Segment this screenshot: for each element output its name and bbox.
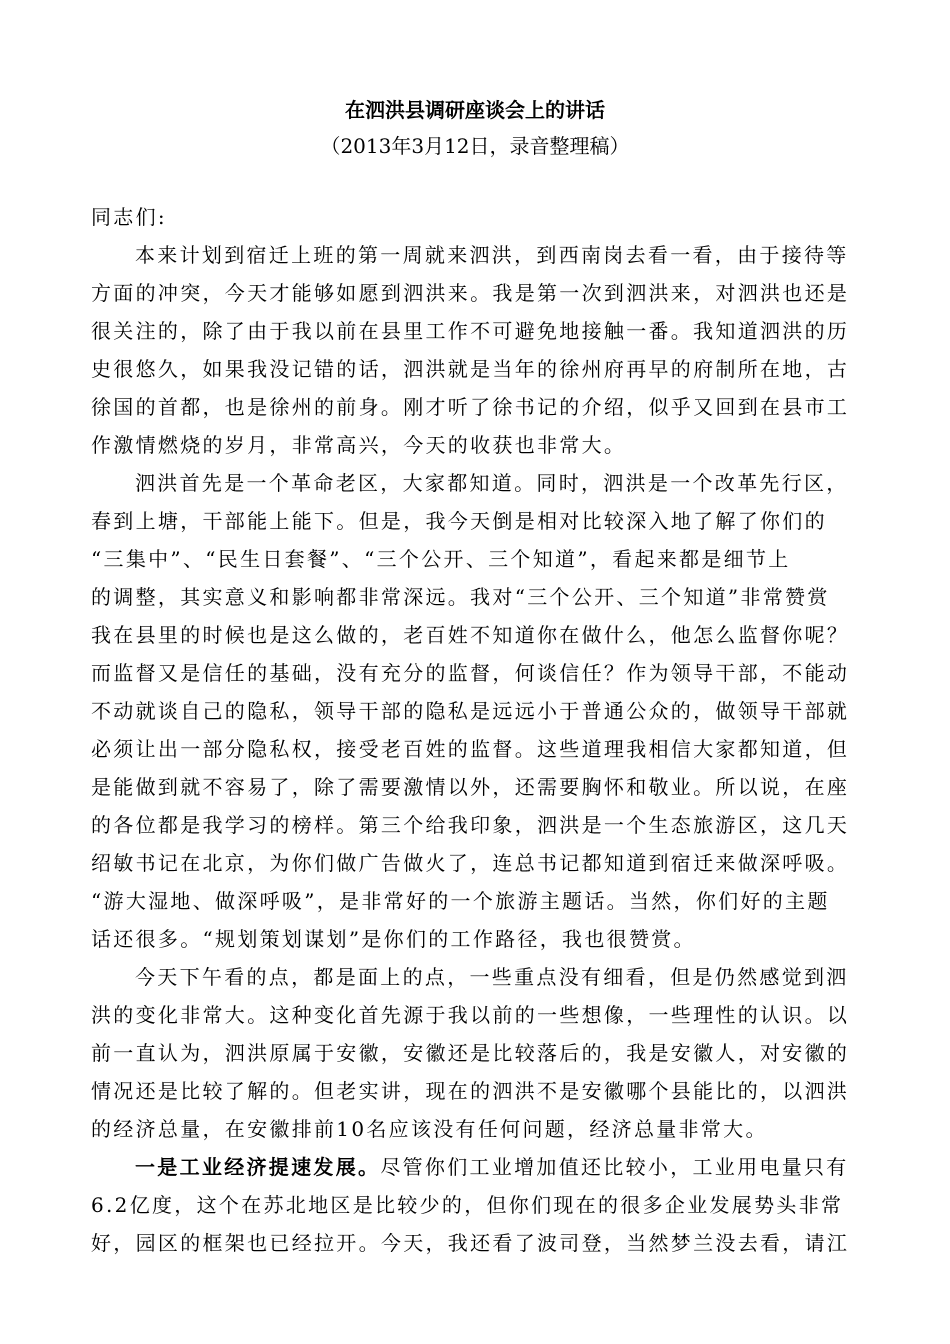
paragraph-line: 情况还是比较了解的。但老实讲，现在的泗洪不是安徽哪个县能比的，以泗洪 [91,1079,850,1103]
paragraph-line: 绍敏书记在北京，为你们做广告做火了，连总书记都知道到宿迁来做深呼吸。 [91,851,850,875]
salutation: 同志们: [91,205,167,229]
paragraph-line: 本来计划到宿迁上班的第一周就来泗洪，到西南岗去看一看，由于接待等 [135,243,849,267]
paragraph-line: 作激情燃烧的岁月，非常高兴，今天的收获也非常大。 [91,433,627,457]
paragraph-line: 的各位都是我学习的榜样。第三个给我印象，泗洪是一个生态旅游区，这几天 [91,813,850,837]
paragraph-line [91,1148,861,1186]
paragraph-line: 而监督又是信任的基础，没有充分的监督，何谈信任？作为领导干部，不能动 [91,661,850,685]
paragraph-line: “游大湿地、做深呼吸”，是非常好的一个旅游主题话。当然，你们好的主题 [91,889,830,913]
paragraph-line: 史很悠久，如果我没记错的话，泗洪就是当年的徐州府再早的府制所在地，古 [91,357,850,381]
paragraph-line: 今天下午看的点，都是面上的点，一些重点没有细看，但是仍然感觉到泗 [135,965,849,989]
paragraph-line: “三集中”、“民生日套餐”、“三个公开、三个知道”，看起来都是细节上 [91,547,791,571]
document-body [91,198,861,1262]
paragraph-line: 是能做到就不容易了，除了需要激情以外，还需要胸怀和敬业。所以说，在座 [91,775,850,799]
document-title: 在泗洪县调研座谈会上的讲话 [345,98,605,122]
paragraph-line: 洪的变化非常大。这种变化首先源于我以前的一些想像，一些理性的认识。以 [91,1003,850,1027]
paragraph-line: 春到上塘，干部能上能下。但是，我今天倒是相对比较深入地了解了你们的 [91,509,827,533]
section-lead: 一是工业经济提速发展。 [135,1155,381,1179]
paragraph-line: 很关注的，除了由于我以前在县里工作不可避免地接触一番。我知道泗洪的历 [91,319,850,343]
paragraph-line: 话还很多。“规划策划谋划”是你们的工作路径，我也很赞赏。 [91,927,696,951]
paragraph-line: 徐国的首都，也是徐州的前身。刚才听了徐书记的介绍，似乎又回到在县市工 [91,395,850,419]
paragraph-line: 方面的冲突，今天才能够如愿到泗洪来。我是第一次到泗洪来，对泗洪也还是 [91,281,850,305]
section-lead-continuation: 尽管你们工业增加值还比较小，工业用电量只有 [380,1155,849,1179]
paragraph-line: 必须让出一部分隐私权，接受老百姓的监督。这些道理我相信大家都知道，但 [91,737,850,761]
paragraph-line: 6.2亿度，这个在苏北地区是比较少的，但你们现在的很多企业发展势头非常 [91,1193,844,1217]
paragraph-line: 泗洪首先是一个革命老区，大家都知道。同时，泗洪是一个改革先行区， [135,471,849,495]
paragraph-line: 的经济总量，在安徽排前10名应该没有任何问题，经济总量非常大。 [91,1117,768,1141]
paragraph-line: 我在县里的时候也是这么做的，老百姓不知道你在做什么，他怎么监督你呢？ [91,623,850,647]
document-subtitle: （2013年3月12日，录音整理稿） [320,134,630,158]
paragraph-line: 不动就谈自己的隐私，领导干部的隐私是远远小于普通公众的，做领导干部就 [91,699,850,723]
paragraph-line: 前一直认为，泗洪原属于安徽，安徽还是比较落后的，我是安徽人，对安徽的 [91,1041,850,1065]
paragraph-line: 好，园区的框架也已经拉开。今天，我还看了波司登，当然梦兰没去看，请江 [91,1231,850,1255]
paragraph-line: 的调整，其实意义和影响都非常深远。我对“三个公开、三个知道”非常赞赏 [91,585,830,609]
